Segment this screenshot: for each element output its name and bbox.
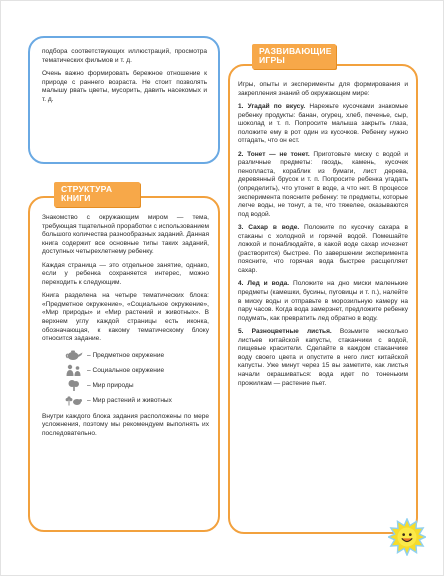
- game-text-2: Приготовьте миску с водой и различные предметы: гвоздь, камень, кусочек пенопласта, кораблик из бумаги, лист дерева, деревянный брусок и т. п. Попросите ребенка угадать (определить), что утонет в воде, а что нет. В процессе эксперимента поясните ребенку: те предметы, которые легче воды, не тонут, а те, что тяжелее, оказываются под водой.: [238, 150, 408, 218]
- intro-paragraph-2: Очень важно формировать бережное отношение к природе с раннего возраста. Не стоит позволять малышу рвать цветы, мусорить, давить насекомых и т. д.: [42, 70, 207, 103]
- game-title-5: 5. Разноцветные листья.: [238, 328, 332, 336]
- structure-paragraph-2: Каждая страница — это отдельное занятие, однако, если у ребенка сохраняется интерес, можно переходить к следующим.: [42, 261, 209, 286]
- theme-icon-legend: [64, 349, 209, 407]
- games-box: [228, 64, 418, 534]
- legend-label-objects: – Предметное окружение: [87, 351, 165, 359]
- game-text-4: Положите на дно миски маленькие предметы (камешки, бусины, пуговицы и т. п.), налейте в миску воды и отправьте в морозильную камеру на пару часов. Когда вода замерзнет, предложите ребенку подумать, как превратить лед обратно в воду.: [238, 280, 408, 322]
- intro-text-box: [28, 36, 220, 164]
- game-item-1: [238, 103, 408, 146]
- game-text-1: Нарежьте кусочками знакомые ребенку продукты: банан, огурец, хлеб, печенье, сыр, шоколад и т. п. Попросите малыша закрыть глаза, положите ему в рот один из кусочков. Ребенку нужно отгадать, что он ест.: [238, 103, 409, 145]
- game-title-2: 2. Тонет — не тонет.: [238, 150, 310, 158]
- intro-paragraph-1: подбора соответствующих иллюстраций, просмотра тематических фильмов и т. д.: [42, 48, 207, 64]
- games-heading: РАЗВИВАЮЩИЕ ИГРЫ: [252, 44, 336, 69]
- game-item-3: [238, 224, 408, 275]
- people-icon: [64, 364, 84, 376]
- legend-label-nature: – Мир природы: [87, 381, 134, 389]
- legend-label-social: – Социальное окружение: [87, 366, 165, 374]
- legend-label-plants-animals: – Мир растений и животных: [87, 396, 172, 404]
- legend-item-nature: [64, 379, 209, 392]
- teapot-icon: [64, 349, 84, 361]
- game-text-3: Положите по кусочку сахара в стаканы с холодной и горячей водой. Помешайте ложкой и понаблюдайте, в какой воде сахар исчезнет (растворится) быстрее. По завершении эксперимента поясните, что горячая вода быстрее расщепляет сахар.: [238, 224, 409, 274]
- structure-paragraph-3: Книга разделена на четыре тематических блока: «Предметное окружение», «Социальное окружение», «Мир природы» и «Мир растений и животных». В верхнем углу каждой страницы есть иконка, обозначающая, к какому тематическому блоку относится задание.: [42, 292, 209, 343]
- game-title-1: 1. Угадай по вкусу.: [238, 103, 306, 111]
- structure-paragraph-1: Знакомство с окружающим миром — тема, требующая тщательной проработки с использованием большого количества разнообразных заданий. Данная книга содержит все основные типы таких заданий, доступных четырехлетнему ребенку.: [42, 214, 209, 256]
- game-text-5: Возьмите несколько листьев китайской капусты, стаканчики с водой, пищевые красители. Сделайте в каждом стаканчике воду своего цвета и опустите в него лист китайской капусты. Уже минут через 15 вы заметите, как листья начали окрашиваться: вода идет по тоненьким прожилкам — растение пьет.: [238, 328, 408, 387]
- structure-heading: СТРУКТУРА КНИГИ: [54, 182, 140, 207]
- game-item-5: [238, 328, 408, 388]
- legend-item-objects: [64, 349, 209, 362]
- smiling-sun-icon: [388, 518, 426, 556]
- game-title-3: 3. Сахар в воде.: [238, 224, 300, 232]
- games-intro: Игры, опыты и эксперименты для формирования и закрепления знаний об окружающем мире:: [238, 81, 408, 97]
- game-item-4: [238, 280, 408, 323]
- flower-bug-icon: [64, 394, 84, 406]
- legend-item-plants-animals: [64, 394, 209, 407]
- game-title-4: 4. Лед и вода.: [238, 280, 290, 288]
- tree-icon: [64, 379, 84, 391]
- game-item-2: [238, 151, 408, 219]
- structure-box: [28, 196, 220, 532]
- structure-paragraph-4: Внутри каждого блока задания расположены по мере усложнения, поэтому мы рекомендуем выполнять их последовательно.: [42, 412, 209, 437]
- legend-item-social: [64, 364, 209, 377]
